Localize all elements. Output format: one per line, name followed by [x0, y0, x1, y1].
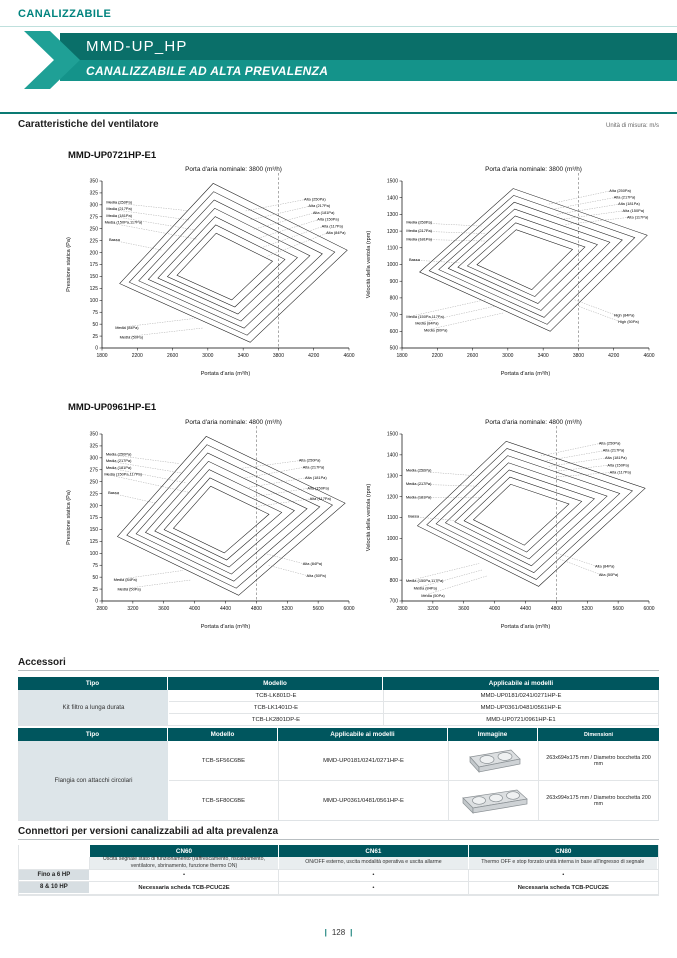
- svg-text:3800: 3800: [272, 353, 284, 359]
- svg-text:4000: 4000: [189, 606, 201, 612]
- eyebrow-label: CANALIZZABILE: [18, 8, 112, 20]
- svg-text:Media (150Pa,117Pa): Media (150Pa,117Pa): [104, 219, 143, 225]
- svg-text:Media (50Pa): Media (50Pa): [119, 334, 144, 340]
- footer-bar: |: [324, 928, 327, 937]
- svg-text:3400: 3400: [237, 353, 249, 359]
- svg-text:Porta d'aria nominale: 3800 (m: Porta d'aria nominale: 3800 (m³/h): [485, 166, 582, 173]
- cell-immagine: [449, 741, 539, 780]
- svg-text:Media (250Pa): Media (250Pa): [405, 467, 432, 473]
- svg-text:2600: 2600: [167, 353, 179, 359]
- connector-description-row: [19, 857, 658, 870]
- svg-text:3200: 3200: [127, 606, 139, 612]
- chart-row-0721: [62, 163, 657, 378]
- row-label-8-10hp: 8 & 10 HP: [19, 882, 90, 894]
- svg-text:150: 150: [89, 527, 98, 534]
- svg-text:4000: 4000: [489, 606, 501, 612]
- svg-text:Media (50Pa): Media (50Pa): [424, 327, 448, 333]
- svg-text:Alta (250Pa): Alta (250Pa): [609, 187, 631, 193]
- svg-text:4600: 4600: [343, 353, 355, 359]
- svg-text:5200: 5200: [281, 606, 293, 612]
- svg-text:Alta (181Pa): Alta (181Pa): [618, 201, 640, 207]
- unit-note: Unità di misura: m/s: [605, 123, 659, 129]
- svg-text:Alta (84Pa): Alta (84Pa): [326, 229, 346, 235]
- svg-text:275: 275: [89, 467, 98, 474]
- svg-text:Bassa: Bassa: [108, 490, 120, 496]
- svg-text:900: 900: [389, 556, 398, 563]
- svg-text:Alta (150Pa): Alta (150Pa): [622, 207, 645, 213]
- section-title-fan: Caratteristiche del ventilatore: [18, 119, 159, 130]
- svg-text:500: 500: [389, 345, 398, 352]
- svg-text:100: 100: [89, 550, 98, 557]
- model-label-0721: MMD-UP0721HP-E1: [68, 150, 157, 161]
- svg-text:1100: 1100: [387, 245, 398, 252]
- svg-text:250: 250: [89, 226, 98, 233]
- svg-text:4400: 4400: [519, 606, 532, 612]
- svg-text:300: 300: [89, 455, 98, 462]
- cell-cn80: Necessaria scheda TCB-PCUC2E: [517, 884, 609, 891]
- table-row: [19, 870, 658, 883]
- svg-text:5600: 5600: [312, 606, 324, 612]
- svg-text:Alta (250Pa): Alta (250Pa): [298, 457, 321, 463]
- svg-text:4600: 4600: [643, 353, 655, 359]
- cell-cn80: •: [562, 872, 565, 879]
- svg-text:Media (217Pa): Media (217Pa): [406, 227, 432, 233]
- cell-immagine: [449, 781, 539, 820]
- svg-text:0: 0: [95, 345, 98, 352]
- svg-text:2600: 2600: [467, 353, 479, 359]
- section-title-connectors: Connettori per versioni canalizzabili ad alta prevalenza: [18, 826, 279, 837]
- svg-text:325: 325: [89, 443, 98, 450]
- svg-text:Porta d'aria nominale: 3800 (m: Porta d'aria nominale: 3800 (m³/h): [185, 166, 282, 173]
- svg-text:Alta (250Pa): Alta (250Pa): [598, 440, 621, 446]
- group-cell-flange: Flangia con attacchi circolari: [19, 741, 169, 820]
- svg-text:Media (217Pa): Media (217Pa): [405, 481, 432, 487]
- svg-text:4200: 4200: [308, 353, 320, 359]
- cell-applicabile: MMD-UP0361/0481/0561HP-E: [480, 704, 562, 711]
- cell-cn61: •: [279, 870, 468, 882]
- svg-text:3600: 3600: [158, 606, 170, 612]
- svg-text:3000: 3000: [202, 353, 214, 359]
- svg-text:3600: 3600: [458, 606, 470, 612]
- svg-text:1200: 1200: [386, 494, 398, 501]
- svg-text:25: 25: [92, 333, 98, 340]
- blank-cell: [19, 857, 90, 869]
- svg-text:Portata d'aria (m³/h): Portata d'aria (m³/h): [500, 624, 551, 630]
- svg-text:100: 100: [89, 297, 98, 304]
- svg-text:50: 50: [92, 321, 98, 328]
- svg-text:Alta (217Pa): Alta (217Pa): [602, 447, 625, 453]
- svg-text:Portata d'aria (m³/h): Portata d'aria (m³/h): [200, 624, 251, 630]
- col-header-cn80: CN80: [469, 845, 658, 857]
- svg-text:700: 700: [389, 598, 398, 605]
- svg-text:200: 200: [89, 503, 98, 510]
- svg-text:4400: 4400: [219, 606, 232, 612]
- table-row: [169, 714, 658, 725]
- svg-text:Alta (181Pa): Alta (181Pa): [605, 455, 627, 461]
- svg-text:Alta (217Pa): Alta (217Pa): [302, 464, 325, 470]
- svg-text:4800: 4800: [250, 606, 262, 612]
- svg-text:Alta (150Pa): Alta (150Pa): [607, 462, 629, 468]
- connectors-table: [18, 845, 659, 896]
- svg-text:Alta (84Pa): Alta (84Pa): [594, 563, 615, 569]
- svg-text:225: 225: [89, 238, 98, 245]
- svg-text:1300: 1300: [386, 473, 398, 480]
- svg-text:1800: 1800: [396, 353, 408, 359]
- banner: [60, 33, 677, 81]
- svg-text:Alta (117Pa): Alta (117Pa): [609, 469, 631, 475]
- cell-applicabile: MMD-UP0181/0241/0271HP-E: [279, 741, 449, 780]
- col-header-modello: Modello: [168, 677, 383, 690]
- cell-cn61: •: [279, 882, 468, 894]
- svg-text:225: 225: [89, 491, 98, 498]
- svg-text:Alta (117Pa): Alta (117Pa): [626, 214, 649, 220]
- filter-kit-table: [18, 677, 659, 726]
- svg-text:Media (217Pa): Media (217Pa): [106, 206, 132, 212]
- svg-text:275: 275: [89, 214, 98, 221]
- svg-text:3400: 3400: [537, 353, 549, 359]
- model-label-0961: MMD-UP0961HP-E1: [68, 402, 157, 413]
- banner-subtitle-band: [60, 60, 677, 81]
- svg-text:1000: 1000: [386, 262, 398, 269]
- svg-text:4800: 4800: [550, 606, 562, 612]
- col-header-dimensioni: Dimensioni: [538, 728, 659, 741]
- svg-text:800: 800: [389, 295, 398, 302]
- cell-cn60: •: [90, 870, 279, 882]
- cell-dimensioni: 263x994x175 mm / Diametro bocchetta 200 mm: [546, 794, 651, 807]
- svg-text:6000: 6000: [343, 606, 355, 612]
- fan-chart-0961-rpm: [362, 416, 657, 631]
- svg-text:Velocità della ventola (rpm): Velocità della ventola (rpm): [366, 230, 372, 299]
- col-header-cn60: CN60: [90, 845, 279, 857]
- svg-text:125: 125: [89, 286, 98, 293]
- table-row: [169, 781, 658, 820]
- svg-text:High (50Pa): High (50Pa): [618, 318, 639, 324]
- row-label-fino-6hp: Fino a 6 HP: [19, 870, 90, 882]
- svg-text:Velocità della ventola (rpm): Velocità della ventola (rpm): [366, 483, 372, 552]
- fan-chart-0721-rpm: [362, 163, 657, 378]
- page-footer: [0, 928, 677, 937]
- svg-text:2200: 2200: [131, 353, 143, 359]
- flange-table-header: [18, 728, 659, 741]
- svg-text:5200: 5200: [581, 606, 593, 612]
- svg-text:Media (181Pa): Media (181Pa): [405, 494, 432, 500]
- svg-text:Alta (50Pa): Alta (50Pa): [306, 573, 327, 579]
- svg-text:Media (150Pa,117Pa): Media (150Pa,117Pa): [406, 313, 444, 319]
- cell-modello: TCB-LK801D-E: [169, 690, 384, 701]
- svg-text:Media (181Pa): Media (181Pa): [406, 236, 432, 242]
- svg-text:Porta d'aria nominale: 4800 (m: Porta d'aria nominale: 4800 (m³/h): [485, 419, 582, 426]
- svg-text:Bassa: Bassa: [409, 257, 420, 263]
- section-title-accessories: Accessori: [18, 657, 66, 668]
- svg-text:Alta (250Pa): Alta (250Pa): [304, 196, 326, 202]
- svg-text:800: 800: [389, 577, 398, 584]
- cn80-description: Thermo OFF e stop forzato unità interna in base all'ingresso di segnale: [469, 857, 658, 869]
- accessories-rule: [18, 670, 659, 671]
- flange-table: [18, 728, 659, 821]
- table-row: [169, 741, 658, 781]
- top-rule: [0, 26, 677, 27]
- svg-text:Media (217Pa): Media (217Pa): [105, 458, 132, 464]
- svg-text:Pressione statica (Pa): Pressione statica (Pa): [66, 490, 72, 545]
- svg-text:Portata d'aria (m³/h): Portata d'aria (m³/h): [500, 371, 551, 377]
- col-header-modello: Modello: [168, 728, 278, 741]
- cell-dimensioni: 263x694x175 mm / Diametro bocchetta 200 mm: [546, 754, 651, 767]
- svg-text:Bassa: Bassa: [408, 513, 420, 519]
- svg-text:3000: 3000: [502, 353, 514, 359]
- section-rule: [0, 112, 677, 114]
- blank-header-cell: [19, 845, 90, 857]
- svg-text:Alta (84Pa): Alta (84Pa): [302, 561, 323, 567]
- col-header-tipo: Tipo: [18, 677, 168, 690]
- svg-text:75: 75: [92, 309, 98, 316]
- col-header-tipo: Tipo: [18, 728, 168, 741]
- svg-text:Alta (117Pa): Alta (117Pa): [309, 495, 331, 501]
- svg-text:2800: 2800: [396, 606, 408, 612]
- filter-kit-table-header: [18, 677, 659, 690]
- svg-text:Alta (50Pa): Alta (50Pa): [598, 571, 619, 577]
- svg-text:High (84Pa): High (84Pa): [613, 312, 635, 318]
- svg-text:1400: 1400: [386, 452, 398, 459]
- svg-text:Media (250Pa): Media (250Pa): [406, 219, 432, 225]
- chart-row-0961: [62, 416, 657, 631]
- svg-text:Alta (217Pa): Alta (217Pa): [308, 203, 331, 209]
- svg-text:Media (84Pa): Media (84Pa): [415, 320, 439, 326]
- col-header-applicabile: Applicabile ai modelli: [278, 728, 448, 741]
- cn61-description: ON/OFF esterno, uscita modalità operativa e uscita allarme: [279, 857, 468, 869]
- svg-text:75: 75: [92, 562, 98, 569]
- page-title: MMD-UP_HP: [86, 38, 188, 55]
- svg-text:125: 125: [89, 539, 98, 546]
- connectors-rule: [18, 839, 659, 840]
- svg-text:350: 350: [89, 178, 98, 185]
- group-cell-filter-kit: Kit filtro a lunga durata: [19, 690, 169, 725]
- svg-text:Media (84Pa): Media (84Pa): [413, 585, 437, 591]
- svg-text:Media (84Pa): Media (84Pa): [115, 324, 139, 330]
- svg-text:Media (50Pa): Media (50Pa): [117, 586, 141, 592]
- col-header-applicabile: Applicabile ai modelli: [383, 677, 659, 690]
- banner-title-band: [60, 33, 677, 60]
- svg-text:3200: 3200: [427, 606, 439, 612]
- svg-text:600: 600: [389, 329, 398, 335]
- svg-text:2800: 2800: [96, 606, 108, 612]
- cell-modello: TCB-SF80C6BE: [169, 781, 279, 820]
- svg-text:50: 50: [92, 574, 98, 581]
- flange-image-3port: [459, 787, 529, 815]
- svg-text:Media (250Pa): Media (250Pa): [106, 199, 132, 205]
- cell-applicabile: MMD-UP0721/0961HP-E1: [486, 716, 556, 723]
- table-row: [19, 882, 658, 895]
- svg-text:1200: 1200: [386, 228, 398, 235]
- svg-text:Alta (150Pa): Alta (150Pa): [307, 485, 329, 491]
- svg-text:Media (150Pa,117Pa): Media (150Pa,117Pa): [405, 578, 444, 584]
- svg-text:Porta d'aria nominale: 4800 (m: Porta d'aria nominale: 4800 (m³/h): [185, 419, 282, 426]
- fan-chart-0721-pressure: [62, 163, 357, 378]
- svg-text:6000: 6000: [643, 606, 655, 612]
- svg-text:Media (181Pa): Media (181Pa): [106, 212, 132, 218]
- svg-text:Media (150Pa,117Pa): Media (150Pa,117Pa): [104, 471, 142, 477]
- svg-text:4200: 4200: [608, 353, 620, 359]
- svg-text:175: 175: [89, 262, 98, 269]
- table-row: [169, 690, 658, 702]
- svg-text:Alta (181Pa): Alta (181Pa): [312, 209, 335, 215]
- cn60-description: Uscita segnale stato di funzionamento (raffrescamento, riscaldamento, ventilatore, sbrinamento, funzione thermo ON): [90, 857, 279, 869]
- cell-modello: TCB-SF56C6BE: [169, 741, 279, 780]
- cell-modello: TCB-LK1401D-E: [169, 702, 384, 713]
- svg-text:Bassa: Bassa: [109, 237, 120, 243]
- svg-text:Alta (181Pa): Alta (181Pa): [305, 474, 327, 480]
- svg-text:Media (84Pa): Media (84Pa): [113, 576, 137, 582]
- svg-text:1100: 1100: [387, 515, 398, 522]
- svg-text:150: 150: [89, 274, 98, 281]
- svg-text:Alta (150Pa): Alta (150Pa): [317, 216, 339, 222]
- svg-text:0: 0: [95, 598, 98, 605]
- cell-applicabile: MMD-UP0361/0481/0561HP-E: [279, 781, 449, 820]
- svg-text:1800: 1800: [96, 353, 108, 359]
- svg-text:Media (250Pa): Media (250Pa): [105, 451, 132, 457]
- svg-text:1500: 1500: [386, 178, 398, 185]
- svg-text:Pressione statica (Pa): Pressione statica (Pa): [66, 237, 72, 292]
- flange-image-2port: [465, 747, 523, 775]
- svg-text:Media (50Pa): Media (50Pa): [421, 592, 445, 598]
- cell-applicabile: MMD-UP0181/0241/0271HP-E: [480, 692, 562, 699]
- svg-text:25: 25: [92, 586, 98, 593]
- cell-cn60: Necessaria scheda TCB-PCUC2E: [90, 882, 279, 894]
- svg-text:350: 350: [89, 431, 98, 438]
- svg-text:1400: 1400: [386, 195, 398, 202]
- svg-text:Alta (217Pa): Alta (217Pa): [613, 194, 636, 200]
- svg-text:250: 250: [89, 479, 98, 486]
- svg-text:900: 900: [389, 278, 398, 285]
- svg-text:Media (181Pa): Media (181Pa): [105, 464, 132, 470]
- table-row: [169, 702, 658, 714]
- svg-text:175: 175: [89, 515, 98, 522]
- col-header-immagine: Immagine: [448, 728, 538, 741]
- svg-text:3800: 3800: [572, 353, 584, 359]
- svg-text:200: 200: [89, 250, 98, 257]
- svg-text:5600: 5600: [612, 606, 624, 612]
- page-subtitle: CANALIZZABILE AD ALTA PREVALENZA: [86, 63, 329, 78]
- svg-text:1300: 1300: [386, 212, 398, 219]
- svg-text:325: 325: [89, 190, 98, 197]
- svg-text:Portata d'aria (m³/h): Portata d'aria (m³/h): [200, 371, 251, 377]
- svg-text:700: 700: [389, 312, 398, 319]
- fan-chart-0961-pressure: [62, 416, 357, 631]
- svg-text:1000: 1000: [386, 536, 398, 543]
- col-header-cn61: CN61: [279, 845, 468, 857]
- page-number: 128: [331, 928, 346, 937]
- svg-text:300: 300: [89, 202, 98, 209]
- svg-text:2200: 2200: [431, 353, 443, 359]
- footer-bar: |: [350, 928, 353, 937]
- chevron-icon: [24, 31, 80, 89]
- svg-text:Alta (117Pa): Alta (117Pa): [321, 223, 343, 229]
- svg-text:1500: 1500: [386, 431, 398, 438]
- cell-modello: TCB-LK2801DP-E: [169, 714, 384, 725]
